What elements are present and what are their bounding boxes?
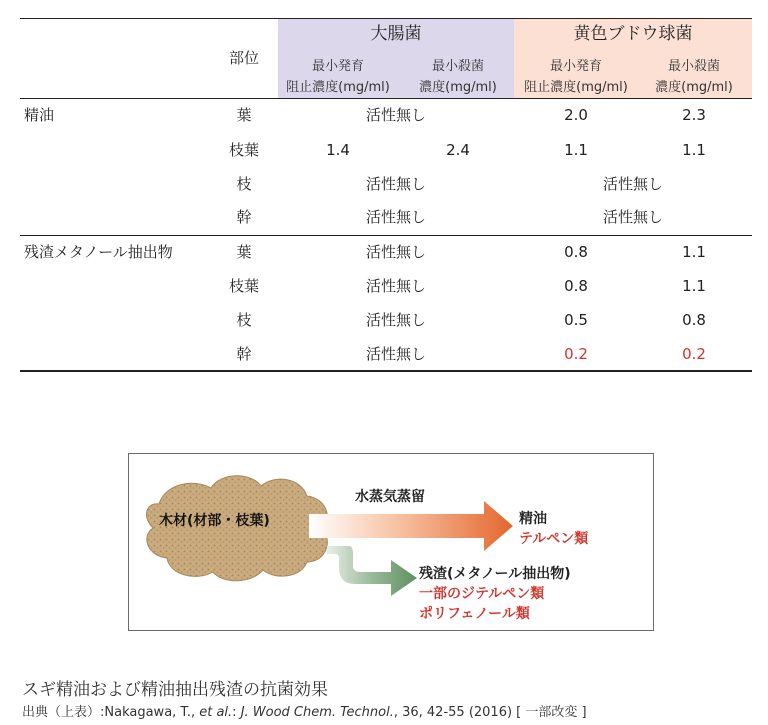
process-label: 水蒸気蒸留 bbox=[355, 489, 425, 505]
ecoli-mic-cell: 1.4 bbox=[326, 141, 350, 159]
citation-prefix: 出典（上表）:Nakagawa, T., bbox=[22, 705, 200, 720]
ecoli-header: 大腸菌 bbox=[370, 24, 422, 44]
staph-mbc-cell: 1.1 bbox=[682, 277, 706, 295]
staph-merged-cell: 活性無し bbox=[602, 175, 664, 193]
staph-header: 黄色ブドウ球菌 bbox=[573, 24, 693, 44]
row-part: 枝 bbox=[236, 311, 252, 329]
part-column-header: 部位 bbox=[228, 49, 260, 67]
row-part: 枝 bbox=[236, 175, 252, 193]
product1-label: 精油 bbox=[519, 511, 547, 527]
staph-mic-cell: 1.1 bbox=[564, 141, 588, 159]
staph-mbc-header-line2: 濃度(mg/ml) bbox=[655, 80, 733, 95]
source-label: 木材(材部・枝葉) bbox=[159, 513, 270, 529]
staph-mbc-header-line1: 最小殺菌 bbox=[667, 59, 721, 74]
staph-mic-header-line2: 阻止濃度(mg/ml) bbox=[524, 80, 628, 95]
staph-mic-header-line1: 最小発育 bbox=[549, 59, 603, 74]
staph-mic-cell: 0.8 bbox=[564, 277, 588, 295]
row-part: 枝葉 bbox=[228, 277, 260, 295]
row-part: 幹 bbox=[236, 345, 252, 363]
ecoli-merged-cell: 活性無し bbox=[365, 311, 427, 329]
staph-mic-cell: 2.0 bbox=[564, 106, 588, 124]
staph-mbc-cell: 0.8 bbox=[682, 311, 706, 329]
ecoli-merged-cell: 活性無し bbox=[365, 277, 427, 295]
row-part: 葉 bbox=[236, 243, 252, 261]
staph-mbc-cell: 1.1 bbox=[682, 141, 706, 159]
citation-rest: , 36, 42-55 (2016) [ 一部改変 ] bbox=[393, 705, 587, 720]
group-label-residue-extract: 残渣メタノール抽出物 bbox=[24, 243, 173, 261]
row-part: 葉 bbox=[236, 106, 252, 124]
group-divider-rule bbox=[20, 235, 752, 236]
ecoli-mbc-header-line1: 最小殺菌 bbox=[431, 59, 485, 74]
staph-mic-cell: 0.5 bbox=[564, 311, 588, 329]
product2-sub2-label: ポリフェノール類 bbox=[419, 606, 530, 622]
ecoli-merged-cell: 活性無し bbox=[365, 106, 427, 124]
citation-colon: : bbox=[232, 705, 241, 720]
ecoli-merged-cell: 活性無し bbox=[365, 175, 427, 193]
product1-sub-label: テルペン類 bbox=[519, 531, 589, 547]
ecoli-merged-cell: 活性無し bbox=[365, 345, 427, 363]
product2-sub1-label: 一部のジテルペン類 bbox=[419, 586, 545, 602]
figure-title: スギ精油および精油抽出残渣の抗菌効果 bbox=[22, 680, 328, 700]
staph-mbc-cell: 1.1 bbox=[682, 243, 706, 261]
citation-etal: et al. bbox=[199, 705, 233, 720]
group-label-essential-oil: 精油 bbox=[24, 106, 55, 124]
product2-label: 残渣(メタノール抽出物) bbox=[419, 566, 571, 582]
staph-mic-cell-highlight: 0.2 bbox=[564, 345, 588, 363]
citation bbox=[22, 701, 587, 720]
ecoli-mbc-header-line2: 濃度(mg/ml) bbox=[419, 80, 497, 95]
staph-mic-cell: 0.8 bbox=[564, 243, 588, 261]
staph-merged-cell: 活性無し bbox=[602, 208, 664, 226]
process-diagram bbox=[128, 453, 654, 631]
table-top-rule bbox=[20, 18, 752, 19]
ecoli-mbc-cell: 2.4 bbox=[446, 141, 470, 159]
citation-journal: J. Wood Chem. Technol. bbox=[240, 705, 394, 720]
table-bottom-rule bbox=[20, 370, 752, 372]
ecoli-mic-header-line1: 最小発育 bbox=[311, 59, 365, 74]
header-bottom-rule bbox=[20, 98, 752, 99]
row-part: 枝葉 bbox=[228, 141, 260, 159]
staph-mbc-cell-highlight: 0.2 bbox=[682, 345, 706, 363]
ecoli-merged-cell: 活性無し bbox=[365, 243, 427, 261]
residue-arrow bbox=[327, 546, 417, 596]
staph-mbc-cell: 2.3 bbox=[682, 106, 706, 124]
ecoli-merged-cell: 活性無し bbox=[365, 208, 427, 226]
ecoli-mic-header-line2: 阻止濃度(mg/ml) bbox=[286, 80, 390, 95]
distillation-arrow bbox=[309, 501, 513, 551]
row-part: 幹 bbox=[236, 208, 252, 226]
